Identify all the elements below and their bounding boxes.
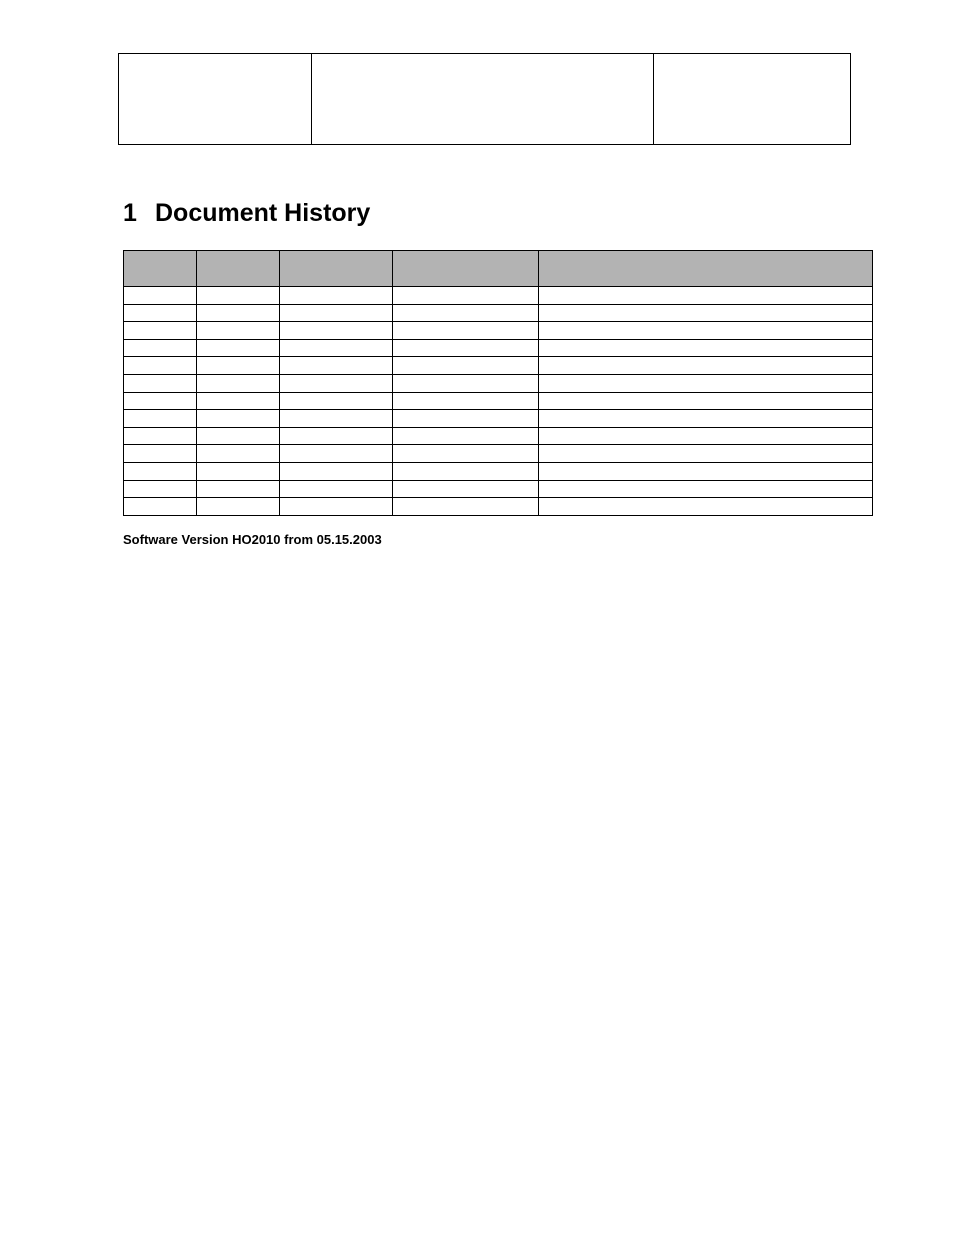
table-cell xyxy=(393,427,539,445)
table-row xyxy=(124,480,873,498)
table-cell xyxy=(280,410,393,428)
table-cell xyxy=(393,357,539,375)
table-cell xyxy=(539,445,873,463)
table-cell xyxy=(124,498,197,516)
table-row xyxy=(124,410,873,428)
table-cell xyxy=(539,392,873,410)
table-cell xyxy=(539,498,873,516)
table-cell xyxy=(197,357,280,375)
table-cell xyxy=(124,462,197,480)
section-heading xyxy=(123,197,370,229)
column-header xyxy=(539,251,873,287)
table-cell xyxy=(124,322,197,340)
table-cell xyxy=(539,480,873,498)
table-cell xyxy=(124,357,197,375)
header-cell-right xyxy=(654,54,850,144)
table-cell xyxy=(393,304,539,322)
table-cell xyxy=(124,480,197,498)
table-cell xyxy=(197,427,280,445)
table-cell xyxy=(124,287,197,305)
table-cell xyxy=(280,322,393,340)
table-cell xyxy=(197,304,280,322)
table-cell xyxy=(539,374,873,392)
table-cell xyxy=(393,462,539,480)
table-row xyxy=(124,427,873,445)
table-cell xyxy=(539,462,873,480)
table-cell xyxy=(280,498,393,516)
table-cell xyxy=(197,392,280,410)
column-header xyxy=(197,251,280,287)
table-cell xyxy=(393,322,539,340)
table-cell xyxy=(197,287,280,305)
column-header xyxy=(124,251,197,287)
table-cell xyxy=(197,374,280,392)
table-row xyxy=(124,374,873,392)
table-cell xyxy=(280,480,393,498)
table-cell xyxy=(124,304,197,322)
header-cell-middle xyxy=(312,54,654,144)
table-cell xyxy=(393,498,539,516)
table-cell xyxy=(539,357,873,375)
table-cell xyxy=(280,374,393,392)
table-cell xyxy=(197,339,280,357)
table-cell xyxy=(393,410,539,428)
table-cell xyxy=(124,445,197,463)
table-cell xyxy=(197,445,280,463)
section-number: 1 xyxy=(123,199,137,227)
table-cell xyxy=(393,480,539,498)
table-body xyxy=(124,287,873,516)
table-cell xyxy=(539,339,873,357)
table-cell xyxy=(280,462,393,480)
table-cell xyxy=(124,427,197,445)
section-title: Document History xyxy=(155,199,371,227)
table-cell xyxy=(539,304,873,322)
table-row xyxy=(124,498,873,516)
table-cell xyxy=(539,410,873,428)
software-version-note: Software Version HO2010 from 05.15.2003 xyxy=(123,532,382,547)
table-row xyxy=(124,322,873,340)
table-cell xyxy=(280,445,393,463)
table-cell xyxy=(539,322,873,340)
table-cell xyxy=(124,392,197,410)
table-cell xyxy=(539,427,873,445)
table-row xyxy=(124,287,873,305)
table-row xyxy=(124,357,873,375)
table-cell xyxy=(197,462,280,480)
table-cell xyxy=(539,287,873,305)
table-cell xyxy=(197,410,280,428)
column-header xyxy=(393,251,539,287)
table-cell xyxy=(124,339,197,357)
table-cell xyxy=(280,339,393,357)
table-cell xyxy=(393,287,539,305)
document-header-box xyxy=(118,53,851,145)
table-cell xyxy=(280,304,393,322)
table-header-row xyxy=(124,251,873,287)
table-row xyxy=(124,392,873,410)
table-row xyxy=(124,445,873,463)
table-cell xyxy=(280,392,393,410)
document-history-table xyxy=(123,250,873,516)
table-cell xyxy=(393,339,539,357)
column-header xyxy=(280,251,393,287)
table-row xyxy=(124,304,873,322)
table-cell xyxy=(393,392,539,410)
table-cell xyxy=(124,374,197,392)
table-row xyxy=(124,462,873,480)
table-cell xyxy=(393,374,539,392)
table-cell xyxy=(280,357,393,375)
table-cell xyxy=(197,498,280,516)
table-cell xyxy=(197,480,280,498)
table-cell xyxy=(280,287,393,305)
table-row xyxy=(124,339,873,357)
table-cell xyxy=(393,445,539,463)
header-cell-left xyxy=(119,54,312,144)
table-cell xyxy=(197,322,280,340)
table-cell xyxy=(124,410,197,428)
table-cell xyxy=(280,427,393,445)
